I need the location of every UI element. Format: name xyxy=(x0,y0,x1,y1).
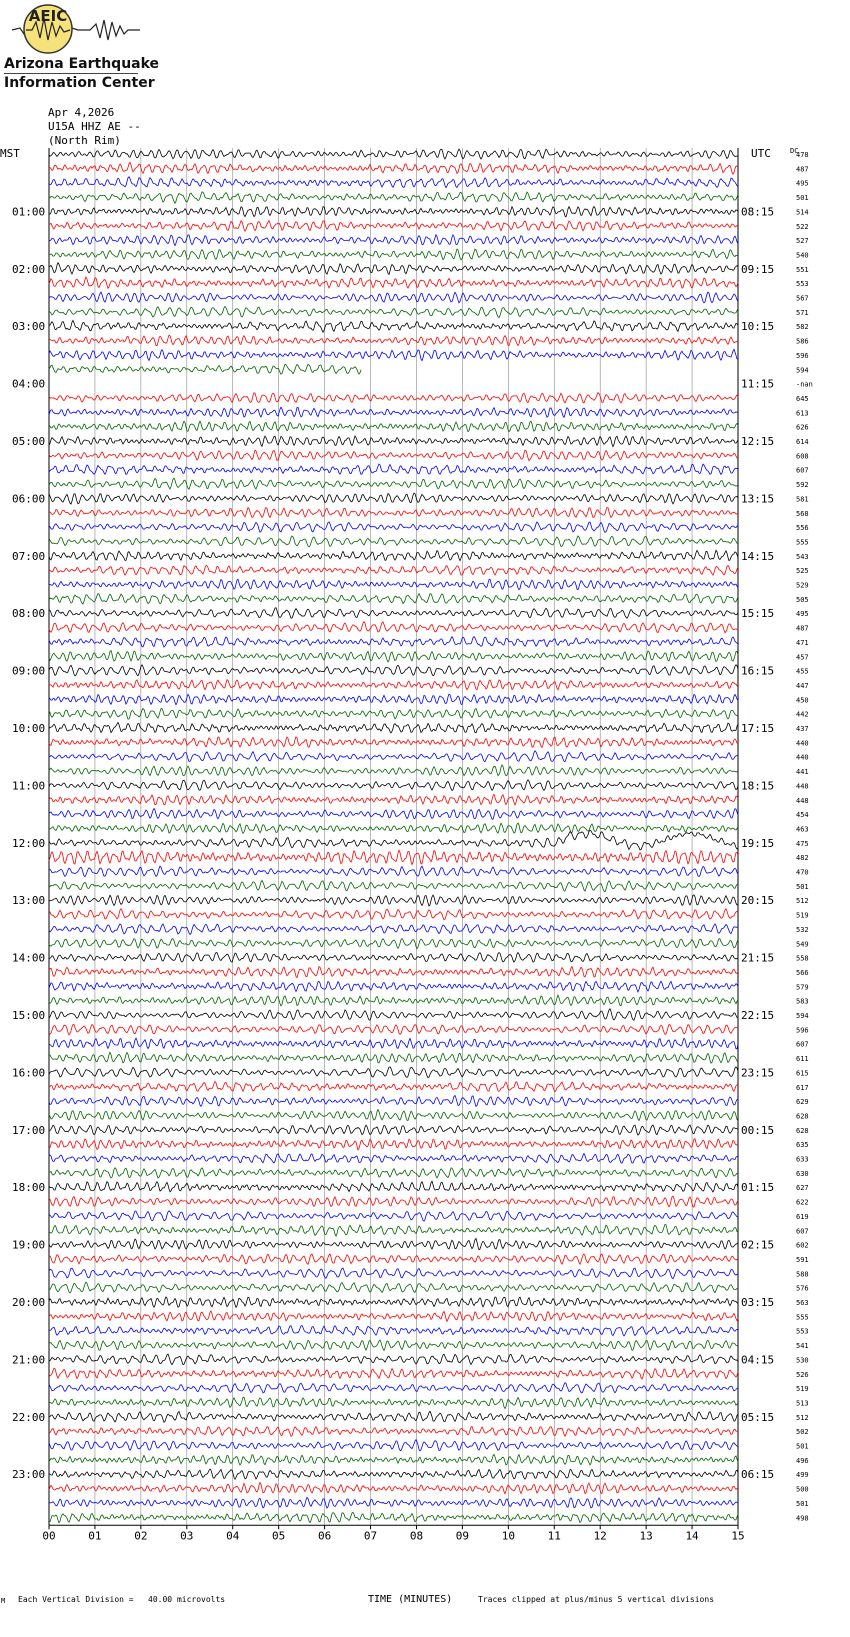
seismic-trace xyxy=(49,665,738,676)
seismic-trace xyxy=(49,320,738,332)
dc-offset-label: 619 xyxy=(796,1212,809,1221)
seismic-trace xyxy=(49,1025,738,1035)
utc-hour-label: 04:15 xyxy=(741,1353,775,1367)
x-tick-label: 05 xyxy=(272,1529,286,1543)
logo-abbr: AEIC xyxy=(28,7,68,25)
seismic-trace xyxy=(49,364,361,374)
utc-hour-label: 16:15 xyxy=(741,664,775,678)
dc-offset-label: 525 xyxy=(796,567,809,576)
seismic-trace xyxy=(49,207,738,217)
logo-line-2: Information Center xyxy=(4,75,155,91)
x-axis-title: TIME (MINUTES) xyxy=(368,1594,453,1605)
mst-hour-label: 07:00 xyxy=(12,549,46,563)
mst-hour-label: 20:00 xyxy=(12,1296,46,1309)
utc-hour-label: 17:15 xyxy=(741,722,775,735)
seismic-trace xyxy=(49,1311,738,1321)
mst-hour-label: 16:00 xyxy=(12,1066,46,1080)
dc-offset-label: 505 xyxy=(796,595,809,604)
dc-offset-label: 556 xyxy=(796,524,809,533)
utc-hour-label: 11:15 xyxy=(741,377,775,391)
dc-offset-label: 615 xyxy=(796,1069,809,1078)
seismic-trace xyxy=(49,1181,738,1192)
seismic-trace xyxy=(49,1082,738,1092)
seismic-trace xyxy=(49,850,738,865)
seismic-trace xyxy=(49,335,738,346)
footer-corner-mark: M xyxy=(1,1597,6,1605)
seismic-trace xyxy=(49,1397,738,1408)
x-tick-label: 02 xyxy=(134,1529,148,1543)
dc-offset-label: 588 xyxy=(796,1270,809,1279)
dc-offset-label: 558 xyxy=(796,954,809,963)
header-date: Apr 4,2026 xyxy=(48,106,115,119)
seismic-trace xyxy=(49,1254,738,1264)
seismic-trace xyxy=(49,1427,738,1437)
dc-offset-label: 487 xyxy=(796,165,809,174)
dc-offset-label: 501 xyxy=(796,194,809,203)
seismic-trace xyxy=(49,1368,738,1379)
seismic-trace xyxy=(49,1110,738,1122)
mst-hour-label: 14:00 xyxy=(12,951,46,965)
seismic-trace xyxy=(49,292,738,303)
utc-hour-label: 21:15 xyxy=(741,951,775,965)
seismic-trace xyxy=(49,249,738,260)
dc-offset-label: 630 xyxy=(796,1169,809,1178)
seismic-trace xyxy=(49,953,738,963)
x-tick-label: 04 xyxy=(226,1529,240,1543)
seismic-trace xyxy=(49,1168,738,1178)
dc-offset-label: 586 xyxy=(796,337,809,346)
seismic-trace xyxy=(49,967,738,978)
utc-hour-label: 06:15 xyxy=(741,1468,775,1482)
dc-offset-label: 567 xyxy=(796,294,809,303)
seismic-trace xyxy=(49,1239,738,1250)
seismic-trace xyxy=(49,508,738,518)
seismic-trace xyxy=(49,522,738,533)
seismic-trace xyxy=(49,1125,738,1135)
utc-hour-label: 10:15 xyxy=(741,320,775,334)
dc-offset-label: 455 xyxy=(796,667,809,676)
dc-offset-label: 478 xyxy=(796,151,809,159)
seismic-trace xyxy=(49,1154,738,1164)
seismic-trace xyxy=(49,939,738,949)
dc-offset-label: 549 xyxy=(796,940,809,949)
dc-offset-label: 645 xyxy=(796,394,809,403)
dc-offset-label: 608 xyxy=(796,452,809,461)
seismic-trace xyxy=(49,1469,738,1479)
dc-offset-label: 513 xyxy=(796,1399,809,1408)
dc-offset-label: 541 xyxy=(796,1342,809,1351)
seismic-trace xyxy=(49,478,738,489)
seismic-trace xyxy=(49,263,738,275)
utc-axis-title: UTC xyxy=(751,147,771,160)
dc-offset-label: 607 xyxy=(796,466,809,475)
x-tick-label: 00 xyxy=(42,1529,56,1543)
dc-offset-label: 442 xyxy=(796,710,809,719)
mst-hour-label: 02:00 xyxy=(12,262,46,276)
dc-offset-label: 529 xyxy=(796,581,809,590)
seismic-trace xyxy=(49,1282,738,1293)
seismic-trace xyxy=(49,407,738,417)
seismic-trace xyxy=(49,1498,738,1509)
mst-hour-label: 23:00 xyxy=(12,1468,46,1482)
dc-offset-label: 499 xyxy=(796,1471,809,1480)
dc-offset-label: 463 xyxy=(796,825,809,834)
x-tick-label: 15 xyxy=(731,1529,745,1543)
seismic-trace xyxy=(49,831,738,850)
seismic-trace xyxy=(49,1268,738,1279)
dc-offset-label: 602 xyxy=(796,1241,809,1250)
utc-hour-label: 13:15 xyxy=(741,492,775,506)
seismic-trace xyxy=(49,1483,738,1494)
dc-offset-label: 551 xyxy=(796,265,809,274)
seismic-trace xyxy=(49,737,738,748)
seismic-trace xyxy=(49,550,738,560)
seismic-trace xyxy=(49,1225,738,1237)
dc-offset-label: 555 xyxy=(796,1313,809,1322)
dc-offset-label: 454 xyxy=(796,811,809,820)
seismic-trace xyxy=(49,1454,738,1465)
dc-offset-label: 579 xyxy=(796,983,809,992)
dc-offset-label: 440 xyxy=(796,753,809,762)
seismic-trace xyxy=(49,751,738,762)
dc-offset-label: 512 xyxy=(796,897,809,906)
mst-hour-label: 15:00 xyxy=(12,1009,46,1022)
dc-offset-label: 543 xyxy=(796,552,809,561)
dc-offset-label: 592 xyxy=(796,481,809,490)
x-tick-label: 06 xyxy=(317,1529,332,1543)
dc-offset-label: 448 xyxy=(796,796,809,805)
dc-offset-label: 613 xyxy=(796,409,809,418)
seismic-trace xyxy=(49,349,738,360)
seismic-trace xyxy=(49,909,738,920)
utc-hour-label: 14:15 xyxy=(741,549,775,563)
mst-hour-label: 19:00 xyxy=(12,1238,46,1252)
dc-offset-label: 530 xyxy=(796,1356,809,1365)
seismic-trace xyxy=(49,450,738,460)
dc-offset-label: 622 xyxy=(796,1198,809,1207)
dc-label: DC xyxy=(790,147,799,155)
clip-note: Traces clipped at plus/minus 5 vertical divisions xyxy=(478,1595,715,1604)
seismic-trace xyxy=(49,421,738,431)
seismic-trace xyxy=(49,1038,738,1049)
dc-offset-label: 475 xyxy=(796,839,809,848)
seismic-trace xyxy=(49,981,738,992)
dc-offset-label: 628 xyxy=(796,1126,809,1135)
dc-offset-label: 571 xyxy=(796,308,809,317)
dc-offset-label: 471 xyxy=(796,638,809,647)
dc-offset-label: 626 xyxy=(796,423,809,432)
seismic-trace xyxy=(49,221,738,232)
utc-hour-label: 03:15 xyxy=(741,1296,775,1309)
x-tick-label: 08 xyxy=(409,1529,424,1543)
dc-offset-label: 457 xyxy=(796,653,809,662)
seismic-trace xyxy=(49,637,738,648)
dc-offset-label: 441 xyxy=(796,768,809,777)
mst-hour-label: 10:00 xyxy=(12,722,46,735)
seismic-trace xyxy=(49,1009,738,1020)
utc-hour-label: 19:15 xyxy=(741,836,775,850)
x-tick-label: 13 xyxy=(639,1529,653,1543)
seismic-trace xyxy=(49,192,738,203)
dc-offset-label: 500 xyxy=(796,1485,809,1494)
seismic-trace xyxy=(49,866,738,877)
dc-offset-label: 576 xyxy=(796,1284,809,1293)
dc-offset-label: 607 xyxy=(796,1227,809,1236)
dc-offset-label: 470 xyxy=(796,868,809,877)
dc-offset-label: 566 xyxy=(796,968,809,977)
dc-offset-label: 594 xyxy=(796,366,809,375)
seismic-trace xyxy=(49,823,738,833)
seismic-trace xyxy=(49,1512,738,1523)
x-tick-label: 03 xyxy=(180,1529,194,1543)
mst-hour-label: 05:00 xyxy=(12,435,46,448)
dc-offset-label: -nan xyxy=(796,380,813,389)
dc-offset-label: 501 xyxy=(796,882,809,891)
dc-offset-label: 440 xyxy=(796,739,809,748)
mst-hour-label: 17:00 xyxy=(12,1123,46,1137)
seismic-trace xyxy=(49,1411,738,1422)
header-location: (North Rim) xyxy=(48,134,121,147)
seismic-trace xyxy=(49,622,738,633)
dc-offset-label: 617 xyxy=(796,1083,809,1092)
seismic-trace xyxy=(49,1340,738,1350)
utc-hour-label: 09:15 xyxy=(741,262,775,276)
mst-hour-label: 21:00 xyxy=(12,1353,46,1367)
seismic-trace xyxy=(49,708,738,719)
seismic-trace xyxy=(49,566,738,576)
seismic-trace xyxy=(49,680,738,690)
dc-offset-label: 594 xyxy=(796,1012,809,1020)
dc-offset-label: 627 xyxy=(796,1184,809,1193)
utc-hour-label: 02:15 xyxy=(741,1238,775,1252)
x-tick-label: 07 xyxy=(363,1529,378,1543)
dc-offset-label: 448 xyxy=(796,782,809,791)
dc-offset-label: 628 xyxy=(796,1112,809,1121)
dc-offset-label: 635 xyxy=(796,1141,809,1150)
seismic-trace xyxy=(49,1139,738,1150)
scale-note: Each Vertical Division = 40.00 microvolts xyxy=(18,1595,226,1604)
dc-offset-label: 512 xyxy=(796,1413,809,1422)
seismic-trace xyxy=(49,464,738,475)
seismic-trace xyxy=(49,162,738,174)
seismic-trace xyxy=(49,235,738,246)
utc-hour-label: 08:15 xyxy=(741,205,775,219)
seismic-trace xyxy=(49,1196,738,1207)
utc-hour-label: 20:15 xyxy=(741,894,775,908)
seismic-trace xyxy=(49,1211,738,1221)
seismic-trace xyxy=(49,306,738,317)
seismic-trace xyxy=(49,436,738,447)
dc-offset-label: 450 xyxy=(796,696,809,705)
mst-axis-title: MST xyxy=(0,147,20,160)
dc-offset-label: 487 xyxy=(796,624,809,633)
dc-offset-label: 568 xyxy=(796,509,809,518)
seismic-trace xyxy=(49,493,738,504)
dc-offset-label: 591 xyxy=(796,1255,809,1264)
x-tick-label: 11 xyxy=(547,1529,561,1543)
dc-offset-label: 611 xyxy=(796,1055,809,1064)
dc-offset-label: 447 xyxy=(796,681,809,690)
seismic-trace xyxy=(49,1052,738,1063)
mst-hour-label: 12:00 xyxy=(12,836,46,850)
seismic-trace xyxy=(49,995,738,1006)
mst-hour-label: 22:00 xyxy=(12,1410,46,1424)
mst-hour-label: 13:00 xyxy=(12,894,46,908)
dc-offset-label: 437 xyxy=(796,725,809,733)
utc-hour-label: 05:15 xyxy=(741,1410,775,1424)
dc-offset-label: 496 xyxy=(796,1456,809,1465)
dc-offset-label: 527 xyxy=(796,237,809,246)
utc-hour-label: 22:15 xyxy=(741,1009,775,1022)
logo-line-1: Arizona Earthquake xyxy=(4,56,160,72)
seismic-trace xyxy=(49,1383,738,1393)
seismic-trace xyxy=(49,694,738,705)
dc-offset-label: 607 xyxy=(796,1040,809,1049)
dc-offset-label: 519 xyxy=(796,911,809,920)
mst-hour-label: 11:00 xyxy=(12,779,46,793)
x-tick-label: 01 xyxy=(88,1529,102,1543)
dc-offset-label: 532 xyxy=(796,925,809,934)
x-tick-label: 09 xyxy=(455,1529,470,1543)
seismic-trace xyxy=(49,895,738,906)
mst-hour-label: 04:00 xyxy=(12,377,46,391)
mst-hour-label: 18:00 xyxy=(12,1181,46,1195)
dc-offset-label: 583 xyxy=(796,997,809,1006)
seismic-trace xyxy=(49,594,738,605)
seismic-trace xyxy=(49,1354,738,1365)
seismic-trace xyxy=(49,393,738,403)
dc-offset-label: 495 xyxy=(796,179,809,188)
seismic-trace xyxy=(49,1067,738,1078)
mst-hour-label: 03:00 xyxy=(12,320,46,334)
header-station: U15A HHZ AE -- xyxy=(48,120,141,133)
seismic-trace xyxy=(49,277,738,288)
seismic-trace xyxy=(49,579,738,590)
dc-offset-label: 526 xyxy=(796,1370,809,1379)
dc-offset-label: 501 xyxy=(796,1499,809,1508)
x-tick-label: 10 xyxy=(501,1529,515,1543)
dc-offset-label: 482 xyxy=(796,854,809,863)
utc-hour-label: 18:15 xyxy=(741,779,775,793)
seismic-trace xyxy=(49,177,738,188)
seismic-trace xyxy=(49,149,738,159)
dc-offset-label: 596 xyxy=(796,351,809,360)
utc-hour-label: 01:15 xyxy=(741,1181,775,1195)
mst-hour-label: 01:00 xyxy=(12,205,46,219)
seismic-trace xyxy=(49,780,738,791)
seismic-trace xyxy=(49,765,738,776)
x-tick-label: 12 xyxy=(593,1529,607,1543)
seismic-trace xyxy=(49,1297,738,1308)
seismic-trace xyxy=(49,924,738,935)
dc-offset-label: 633 xyxy=(796,1155,809,1164)
dc-offset-label: 502 xyxy=(796,1428,809,1437)
seismic-trace xyxy=(49,1096,738,1107)
dc-offset-label: 553 xyxy=(796,280,809,289)
utc-hour-label: 15:15 xyxy=(741,607,775,621)
dc-offset-label: 555 xyxy=(796,538,809,547)
dc-offset-label: 553 xyxy=(796,1327,809,1336)
seismic-trace xyxy=(49,1326,738,1336)
dc-offset-label: 522 xyxy=(796,222,809,231)
dc-offset-label: 501 xyxy=(796,1442,809,1451)
seismic-trace xyxy=(49,608,738,618)
dc-offset-label: 514 xyxy=(796,208,809,217)
seismic-trace xyxy=(49,1440,738,1451)
dc-offset-label: 582 xyxy=(796,323,809,332)
seismic-trace xyxy=(49,723,738,733)
dc-offset-label: 563 xyxy=(796,1299,809,1307)
mst-hour-label: 06:00 xyxy=(12,492,46,506)
dc-offset-label: 540 xyxy=(796,251,809,260)
dc-offset-label: 614 xyxy=(796,438,809,446)
mst-hour-label: 08:00 xyxy=(12,607,46,621)
dc-offset-label: 519 xyxy=(796,1385,809,1394)
seismic-trace xyxy=(49,794,738,805)
utc-hour-label: 00:15 xyxy=(741,1123,775,1137)
utc-hour-label: 12:15 xyxy=(741,435,775,448)
utc-hour-label: 23:15 xyxy=(741,1066,775,1080)
x-tick-label: 14 xyxy=(685,1529,699,1543)
dc-offset-label: 581 xyxy=(796,495,809,504)
dc-offset-label: 596 xyxy=(796,1026,809,1035)
seismic-trace xyxy=(49,536,738,547)
dc-offset-label: 495 xyxy=(796,610,809,619)
dc-offset-label: 498 xyxy=(796,1514,809,1523)
seismic-trace xyxy=(49,881,738,892)
dc-offset-label: 629 xyxy=(796,1098,809,1107)
mst-hour-label: 09:00 xyxy=(12,664,46,678)
seismic-trace xyxy=(49,808,738,819)
seismic-trace xyxy=(49,651,738,662)
